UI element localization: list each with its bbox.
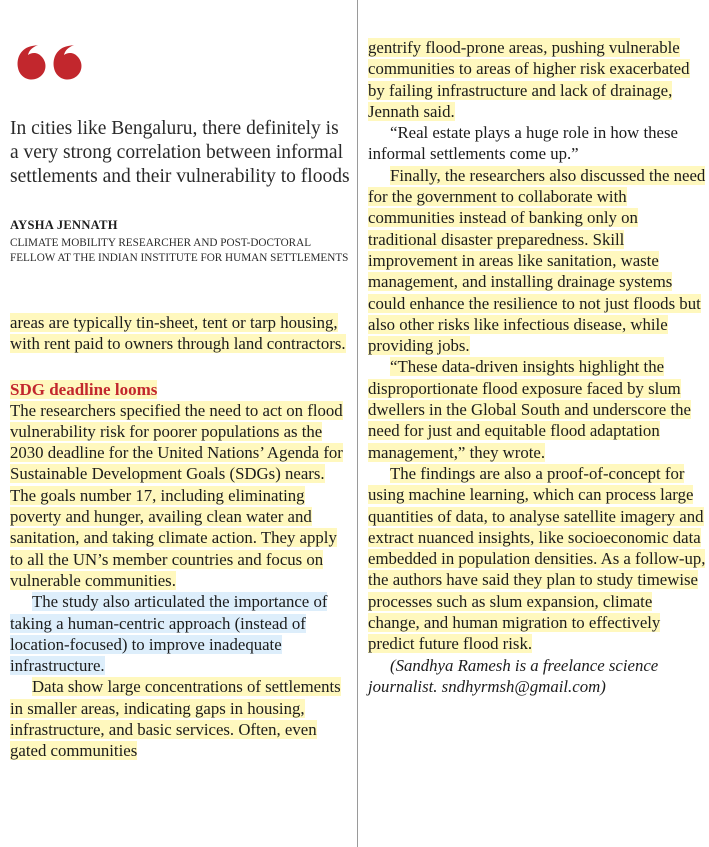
paragraph-real-estate-quote: “Real estate plays a huge role in how these informal settlements come up.”: [368, 123, 678, 164]
paragraph-human-centric: The study also articulated the importance of taking a human-centric approach (instead of location-focused) to improve inadequate infrastructure.: [10, 592, 328, 676]
intro-paragraph: [10, 312, 352, 355]
column-divider: [357, 0, 358, 847]
right-body: [368, 37, 706, 697]
left-body: [10, 312, 352, 762]
paragraph-insights-quote: “These data-driven insights highlight the disproportionate flood exposure faced by slum dwellers in the Global South and underscore the need for just and equitable flood adaptation management,” they wrote.: [368, 357, 691, 462]
quote-mark-icon: [14, 40, 94, 90]
quote-author-title: CLIMATE MOBILITY RESEARCHER AND POST-DOCTORAL FELLOW AT THE INDIAN INSTITUTE FOR HUMAN SETTLEMENTS: [10, 237, 349, 264]
section-subhead: SDG deadline looms: [10, 379, 158, 399]
author-sign-off: (Sandhya Ramesh is a freelance science journalist. sndhyrmsh@gmail.com): [368, 655, 659, 696]
paragraph-finally: Finally, the researchers also discussed the need for the government to collaborate with communities instead of banking only on traditional disaster preparedness. Skill improvement in areas like sanitation, waste management, and installing drainage systems could enhance the resilience to not just floods but also other risks like infectious disease, while providing jobs.: [368, 165, 706, 356]
paragraph-sdg: The researchers specified the need to act on flood vulnerability risk for poorer populations as the 2030 deadline for the United Nations’ Agenda for Sustainable Development Goals (SDGs) nears. The goals number 17, including eliminating poverty and hunger, availing clean water and sanitation, and taking climate action. They apply to all the UN’s member countries and focus on vulnerable communities.: [10, 400, 343, 590]
paragraph-data-show: Data show large concentrations of settlements in smaller areas, indicating gaps in housing, infrastructure, and basic services. Often, even gated communities: [10, 677, 341, 761]
paragraph-gentrify: gentrify flood-prone areas, pushing vulnerable communities to areas of higher risk exacerbated by failing infrastructure and lack of drainage, Jennath said.: [368, 38, 690, 121]
quote-author: AYSHA JENNATH: [10, 218, 118, 232]
intro-text: areas are typically tin-sheet, tent or tarp housing, with rent paid to owners through land contractors.: [10, 313, 346, 354]
pull-quote: In cities like Bengaluru, there definitely is a very strong correlation between informal settlements and their vulnerability to floods: [10, 118, 350, 187]
paragraph-findings: The findings are also a proof-of-concept for using machine learning, which can process large quantities of data, to analyse satellite imagery and extract nuanced insights, like socioeconomic data embedded in population densities. As a follow-up, the authors have said they plan to study timewise processes such as slum expansion, climate change, and human migration to effectively predict future flood risk.: [368, 463, 706, 654]
